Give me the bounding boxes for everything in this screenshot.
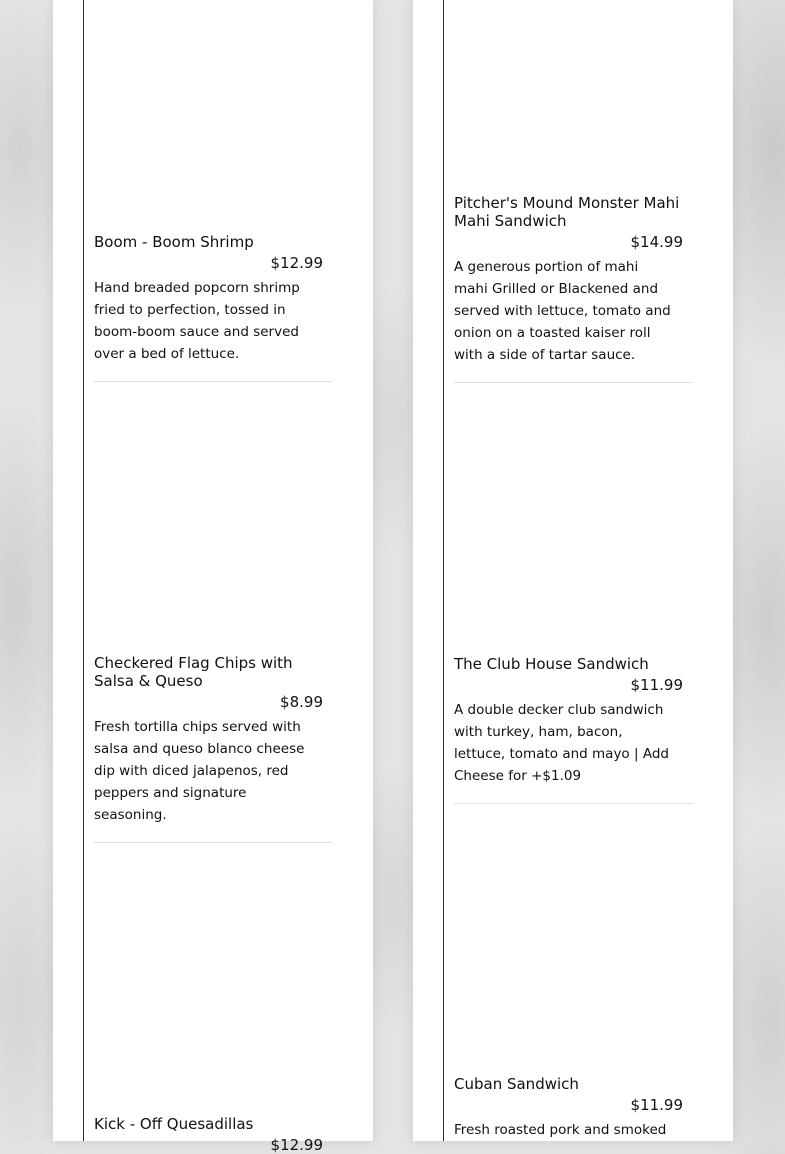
menu-item-description: Fresh tortilla chips served with salsa and queso blanco cheese dip with diced jalapenos, red peppers and signature seasoning. (94, 719, 305, 823)
menu-item-checkered-flag-chips[interactable] (94, 654, 333, 843)
menu-item-name: The Club House Sandwich (454, 655, 649, 673)
column-divider-line (83, 0, 84, 1141)
menu-item-description: Hand breaded popcorn shrimp fried to perfection, tossed in boom-boom sauce and served over a bed of lettuce. (94, 280, 300, 362)
menu-item-club-house-sandwich[interactable] (454, 655, 693, 804)
menu-column-right (413, 0, 733, 1141)
menu-item-kick-off-quesadillas[interactable] (94, 1115, 333, 1154)
menu-item-description: Fresh roasted pork and smoked (454, 1122, 667, 1138)
menu-item-price: $11.99 (630, 676, 683, 694)
menu-item-price: $12.99 (270, 254, 323, 272)
menu-item-divider (454, 382, 693, 383)
menu-item-divider (454, 803, 693, 804)
menu-item-price: $11.99 (630, 1096, 683, 1114)
menu-item-description: A generous portion of mahi mahi Grilled or Blackened and served with lettuce, tomato and onion on a toasted kaiser roll with a side of tartar sauce. (454, 259, 671, 363)
menu-item-price: $8.99 (280, 693, 323, 711)
menu-item-divider (94, 381, 333, 382)
menu-item-name: Pitcher's Mound Monster Mahi Mahi Sandwich (454, 194, 680, 230)
menu-item-name: Checkered Flag Chips with Salsa & Queso (94, 654, 293, 690)
menu-item-cuban-sandwich[interactable] (454, 1075, 693, 1141)
menu-item-description: A double decker club sandwich with turkey, ham, bacon, lettuce, tomato and mayo | Add Cheese for +$1.09 (454, 702, 669, 784)
column-divider-line (443, 0, 444, 1141)
menu-item-name: Kick - Off Quesadillas (94, 1115, 254, 1133)
menu-item-name: Boom - Boom Shrimp (94, 233, 254, 251)
menu-item-boom-boom-shrimp[interactable] (94, 233, 333, 382)
menu-item-name: Cuban Sandwich (454, 1075, 579, 1093)
menu-item-divider (94, 842, 333, 843)
menu-item-price: $12.99 (270, 1136, 323, 1154)
menu-item-mahi-mahi-sandwich[interactable] (454, 194, 693, 383)
menu-item-price: $14.99 (630, 233, 683, 251)
menu-column-left (53, 0, 373, 1154)
